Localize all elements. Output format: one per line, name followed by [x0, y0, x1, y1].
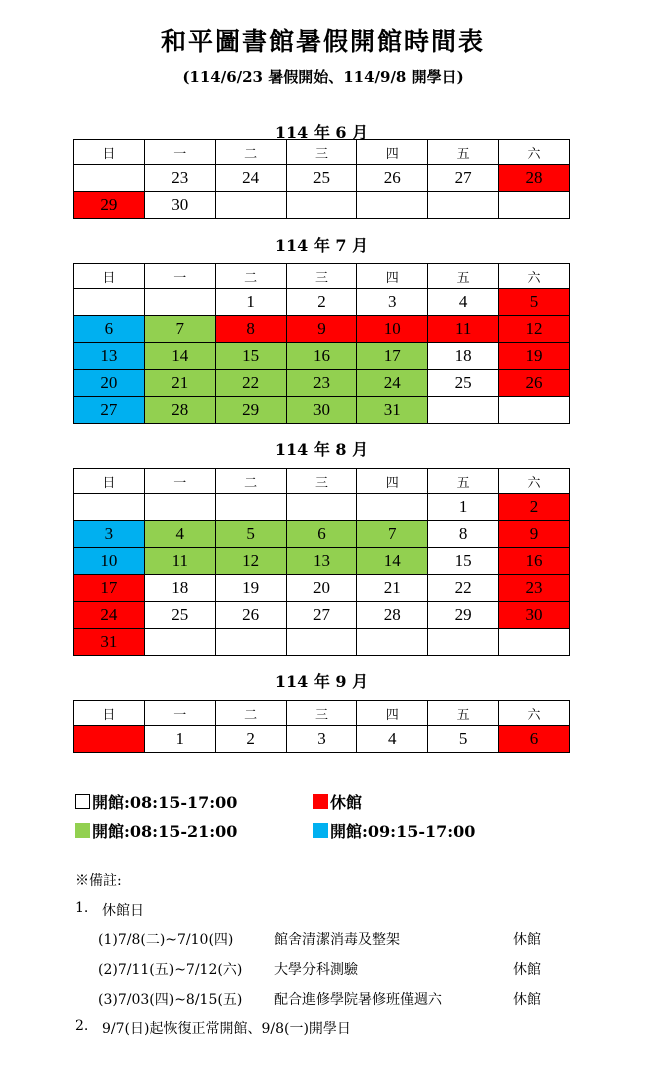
day-cell: 25 — [144, 602, 215, 629]
day-cell: 1 — [144, 726, 215, 753]
day-cell: 22 — [428, 575, 499, 602]
day-cell: 12 — [499, 316, 570, 343]
note-item-2-text: 9/7(日)起恢復正常開館、9/8(一)開學日 — [102, 1021, 351, 1037]
legend-closed — [313, 790, 362, 813]
day-cell — [499, 397, 570, 424]
calendar-july — [73, 263, 570, 424]
day-cell: 31 — [357, 397, 428, 424]
legend-swatch-red — [313, 794, 328, 809]
day-cell: 18 — [428, 343, 499, 370]
day-cell: 10 — [74, 548, 145, 575]
week-row — [74, 192, 570, 219]
weekday-header: 四 — [357, 469, 428, 494]
month-title-june: 114 年 6 月 — [274, 123, 369, 142]
day-cell: 5 — [215, 521, 286, 548]
legend-swatch-white — [75, 794, 90, 809]
day-cell: 13 — [286, 548, 357, 575]
day-cell — [74, 165, 145, 192]
legend-normal-label: 開館:08:15-17:00 — [92, 793, 238, 812]
weekday-header: 一 — [144, 701, 215, 726]
day-cell: 20 — [74, 370, 145, 397]
legend-sunday-label: 開館:09:15-17:00 — [330, 822, 476, 841]
legend-swatch-green — [75, 823, 90, 838]
weekday-header: 五 — [428, 264, 499, 289]
day-cell — [428, 629, 499, 656]
legend-swatch-blue — [313, 823, 328, 838]
day-cell: 24 — [74, 602, 145, 629]
day-cell: 6 — [286, 521, 357, 548]
day-cell: 19 — [499, 343, 570, 370]
month-title-august: 114 年 8 月 — [274, 440, 369, 459]
weekday-header: 三 — [286, 140, 357, 165]
weekday-header: 日 — [74, 264, 145, 289]
day-cell: 24 — [357, 370, 428, 397]
note-item-2-number: 2. — [75, 1018, 89, 1034]
closure-3-status: 休館 — [513, 992, 541, 1008]
day-cell — [286, 192, 357, 219]
day-cell: 8 — [215, 316, 286, 343]
day-cell — [357, 494, 428, 521]
week-row — [74, 289, 570, 316]
month-title-july: 114 年 7 月 — [274, 236, 369, 255]
day-cell: 25 — [428, 370, 499, 397]
day-cell: 16 — [286, 343, 357, 370]
note-item-1-label: 休館日 — [102, 903, 144, 919]
weekday-header: 四 — [357, 701, 428, 726]
day-cell — [286, 629, 357, 656]
weekday-header: 五 — [428, 469, 499, 494]
day-cell: 6 — [74, 316, 145, 343]
weekday-header: 四 — [357, 140, 428, 165]
day-cell: 10 — [357, 316, 428, 343]
day-cell: 3 — [74, 521, 145, 548]
day-cell: 27 — [286, 602, 357, 629]
day-cell: 2 — [215, 726, 286, 753]
day-cell — [499, 629, 570, 656]
day-cell: 30 — [286, 397, 357, 424]
day-cell: 13 — [74, 343, 145, 370]
day-cell — [215, 629, 286, 656]
calendar-september — [73, 700, 570, 753]
week-row — [74, 494, 570, 521]
day-cell: 2 — [499, 494, 570, 521]
day-cell: 9 — [499, 521, 570, 548]
day-cell — [215, 494, 286, 521]
day-cell: 15 — [428, 548, 499, 575]
day-cell: 20 — [286, 575, 357, 602]
day-cell: 11 — [144, 548, 215, 575]
day-cell — [357, 629, 428, 656]
weekday-header-row — [74, 469, 570, 494]
day-cell: 2 — [286, 289, 357, 316]
day-cell — [144, 629, 215, 656]
day-cell: 21 — [144, 370, 215, 397]
day-cell: 28 — [357, 602, 428, 629]
day-cell: 3 — [286, 726, 357, 753]
day-cell: 26 — [215, 602, 286, 629]
weekday-header: 五 — [428, 701, 499, 726]
closure-1-reason: 館舍清潔消毒及整架 — [274, 932, 400, 948]
weekday-header: 六 — [499, 264, 570, 289]
day-cell: 23 — [286, 370, 357, 397]
day-cell: 30 — [144, 192, 215, 219]
legend-sunday-hours — [313, 819, 475, 842]
closure-3-reason: 配合進修學院暑修班僅週六 — [274, 992, 442, 1008]
day-cell: 4 — [357, 726, 428, 753]
day-cell: 7 — [357, 521, 428, 548]
day-cell — [74, 726, 145, 753]
day-cell: 3 — [357, 289, 428, 316]
weekday-header: 二 — [215, 140, 286, 165]
weekday-header-row — [74, 264, 570, 289]
day-cell: 27 — [428, 165, 499, 192]
day-cell: 31 — [74, 629, 145, 656]
weekday-header: 六 — [499, 701, 570, 726]
day-cell: 18 — [144, 575, 215, 602]
page-title: 和平圖書館暑假開館時間表 — [160, 27, 485, 56]
day-cell: 5 — [428, 726, 499, 753]
weekday-header: 日 — [74, 701, 145, 726]
weekday-header-row — [74, 140, 570, 165]
weekday-header: 六 — [499, 469, 570, 494]
weekday-header: 一 — [144, 469, 215, 494]
day-cell: 14 — [357, 548, 428, 575]
day-cell: 5 — [499, 289, 570, 316]
day-cell — [144, 494, 215, 521]
week-row — [74, 726, 570, 753]
day-cell: 21 — [357, 575, 428, 602]
day-cell: 26 — [357, 165, 428, 192]
closure-1-date: (1)7/8(二)~7/10(四) — [98, 932, 234, 948]
day-cell: 4 — [144, 521, 215, 548]
week-row — [74, 316, 570, 343]
day-cell: 30 — [499, 602, 570, 629]
week-row — [74, 397, 570, 424]
day-cell: 17 — [74, 575, 145, 602]
notes-header: ※備註: — [75, 873, 122, 889]
day-cell: 1 — [428, 494, 499, 521]
day-cell: 29 — [74, 192, 145, 219]
page-subtitle: (114/6/23 暑假開始、114/9/8 開學日) — [182, 68, 464, 86]
day-cell — [215, 192, 286, 219]
day-cell: 25 — [286, 165, 357, 192]
day-cell: 15 — [215, 343, 286, 370]
day-cell: 27 — [74, 397, 145, 424]
week-row — [74, 343, 570, 370]
weekday-header: 三 — [286, 469, 357, 494]
week-row — [74, 370, 570, 397]
day-cell: 6 — [499, 726, 570, 753]
weekday-header: 日 — [74, 140, 145, 165]
day-cell: 22 — [215, 370, 286, 397]
weekday-header: 三 — [286, 701, 357, 726]
week-row — [74, 521, 570, 548]
note-item-1-number: 1. — [75, 900, 89, 916]
day-cell: 24 — [215, 165, 286, 192]
day-cell — [428, 192, 499, 219]
weekday-header: 三 — [286, 264, 357, 289]
closure-2-reason: 大學分科測驗 — [274, 962, 358, 978]
day-cell: 23 — [144, 165, 215, 192]
closure-2-date: (2)7/11(五)~7/12(六) — [98, 962, 243, 978]
day-cell: 17 — [357, 343, 428, 370]
week-row — [74, 165, 570, 192]
weekday-header-row — [74, 701, 570, 726]
weekday-header: 四 — [357, 264, 428, 289]
day-cell: 29 — [428, 602, 499, 629]
weekday-header: 五 — [428, 140, 499, 165]
day-cell: 19 — [215, 575, 286, 602]
day-cell: 28 — [144, 397, 215, 424]
legend-extended-hours — [75, 819, 237, 842]
week-row — [74, 548, 570, 575]
weekday-header: 二 — [215, 701, 286, 726]
day-cell — [357, 192, 428, 219]
weekday-header: 一 — [144, 140, 215, 165]
day-cell: 7 — [144, 316, 215, 343]
week-row — [74, 629, 570, 656]
legend-normal-hours — [75, 790, 237, 813]
weekday-header: 二 — [215, 469, 286, 494]
day-cell: 26 — [499, 370, 570, 397]
closure-3-date: (3)7/03(四)~8/15(五) — [98, 992, 243, 1008]
week-row — [74, 602, 570, 629]
day-cell: 9 — [286, 316, 357, 343]
weekday-header: 二 — [215, 264, 286, 289]
day-cell — [74, 494, 145, 521]
day-cell: 4 — [428, 289, 499, 316]
day-cell: 11 — [428, 316, 499, 343]
closure-2-status: 休館 — [513, 962, 541, 978]
calendar-june — [73, 139, 570, 219]
day-cell: 29 — [215, 397, 286, 424]
day-cell — [144, 289, 215, 316]
day-cell: 1 — [215, 289, 286, 316]
legend-closed-label: 休館 — [330, 793, 363, 812]
calendar-august — [73, 468, 570, 656]
legend-extended-label: 開館:08:15-21:00 — [92, 822, 238, 841]
day-cell: 23 — [499, 575, 570, 602]
day-cell: 12 — [215, 548, 286, 575]
weekday-header: 日 — [74, 469, 145, 494]
weekday-header: 六 — [499, 140, 570, 165]
day-cell — [74, 289, 145, 316]
day-cell: 14 — [144, 343, 215, 370]
day-cell — [499, 192, 570, 219]
day-cell — [428, 397, 499, 424]
weekday-header: 一 — [144, 264, 215, 289]
closure-1-status: 休館 — [513, 932, 541, 948]
week-row — [74, 575, 570, 602]
month-title-september: 114 年 9 月 — [274, 672, 369, 691]
day-cell: 28 — [499, 165, 570, 192]
day-cell: 16 — [499, 548, 570, 575]
day-cell — [286, 494, 357, 521]
day-cell: 8 — [428, 521, 499, 548]
